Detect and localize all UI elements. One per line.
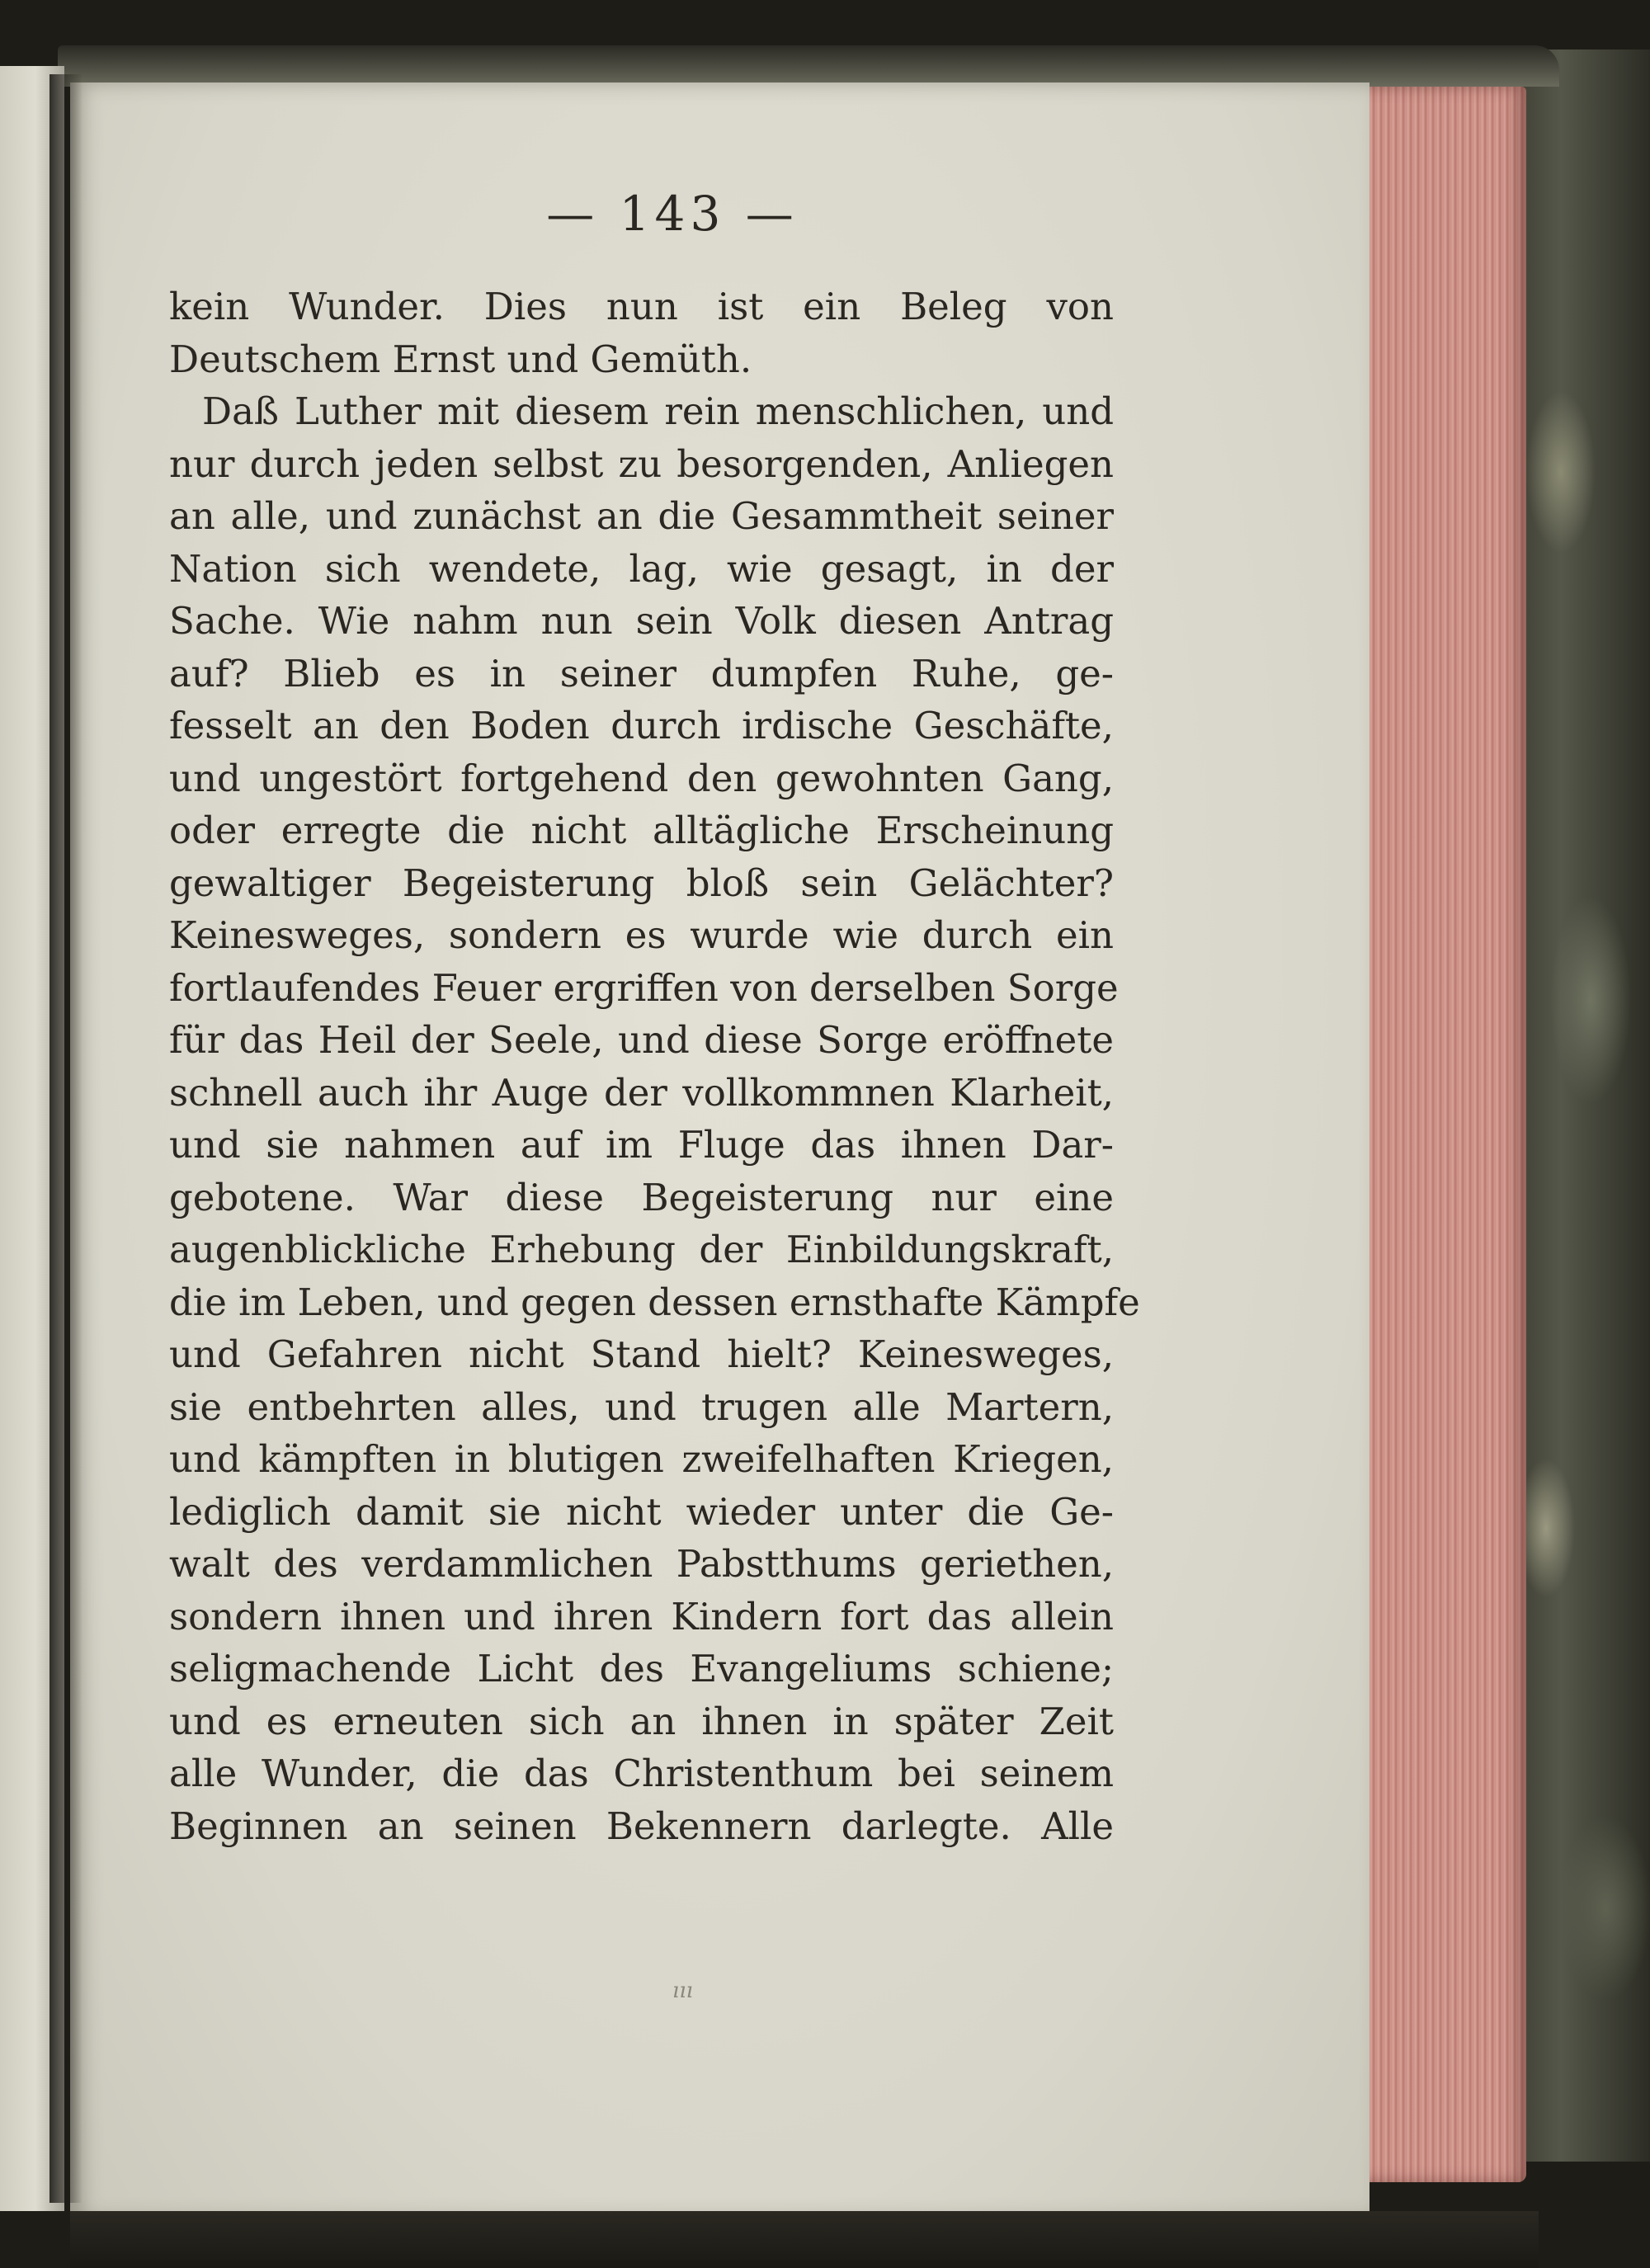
text-line: Beginnen an seinen Bekennern darlegte. Alle — [169, 1804, 1114, 1848]
text-line: und kämpften in blutigen zweifelhaften Kriegen, — [169, 1437, 1114, 1481]
text-line: walt des verdammlichen Pabstthums geriethen, — [169, 1542, 1114, 1586]
page-number: — 143 — — [546, 186, 799, 242]
text-line: kein Wunder. Dies nun ist ein Beleg von — [169, 285, 1114, 328]
text-line: Deutschem Ernst und Gemüth. — [169, 337, 752, 381]
text-line: und Gefahren nicht Stand hielt? Keinesweges, — [169, 1332, 1114, 1376]
text-line: auf? Blieb es in seiner dumpfen Ruhe, ge- — [169, 651, 1114, 695]
text-line: die im Leben, und gegen dessen ernsthafte Kämpfe — [169, 1280, 1140, 1324]
text-line: an alle, und zunächst an die Gesammtheit seiner — [169, 494, 1114, 538]
text-line: sondern ihnen und ihren Kindern fort das allein — [169, 1594, 1114, 1639]
text-line: fortlaufendes Feuer ergriffen von derselben Sorge — [169, 965, 1119, 1010]
book-bottom-edge — [70, 2211, 1539, 2268]
book-top-edge — [58, 45, 1559, 87]
text-line: und ungestört fortgehend den gewohnten Gang, — [169, 756, 1114, 800]
text-line: schnell auch ihr Auge der vollkommnen Klarheit, — [169, 1070, 1114, 1115]
text-line: sie entbehrten alles, und trugen alle Martern, — [169, 1384, 1114, 1429]
text-line: gebotene. War diese Begeisterung nur eine — [169, 1175, 1114, 1219]
text-line: Nation sich wendete, lag, wie gesagt, in der — [169, 546, 1114, 591]
page-edges — [1361, 87, 1526, 2182]
text-line: lediglich damit sie nicht wieder unter die Ge- — [169, 1489, 1114, 1534]
text-line: Sache. Wie nahm nun sein Volk diesen Antrag — [169, 599, 1114, 643]
text-line: nur durch jeden selbst zu besorgenden, Anliegen — [169, 441, 1114, 486]
text-line: und sie nahmen auf im Fluge das ihnen Dar- — [169, 1123, 1114, 1167]
text-line: augenblickliche Erhebung der Einbildungskraft, — [169, 1228, 1114, 1271]
text-line: und es erneuten sich an ihnen in später Zeit — [169, 1699, 1114, 1743]
text-line: oder erregte die nicht alltägliche Erscheinung — [169, 809, 1114, 852]
text-line: alle Wunder, die das Christenthum bei seinem — [169, 1752, 1114, 1795]
text-line: Keinesweges, sondern es wurde wie durch ein — [169, 913, 1114, 957]
pencil-mark: ııı — [672, 1978, 693, 2003]
body-text — [169, 281, 1140, 1852]
text-line: gewaltiger Begeisterung bloß sein Gelächter? — [169, 861, 1114, 905]
text-line: Daß Luther mit diesem rein menschlichen, und — [202, 389, 1114, 433]
text-line: für das Heil der Seele, und diese Sorge eröffnete — [169, 1018, 1114, 1062]
text-line: fesselt an den Boden durch irdische Geschäfte, — [169, 704, 1114, 747]
text-line: seligmachende Licht des Evangeliums schiene; — [169, 1647, 1114, 1690]
gutter-shadow — [50, 74, 82, 2203]
